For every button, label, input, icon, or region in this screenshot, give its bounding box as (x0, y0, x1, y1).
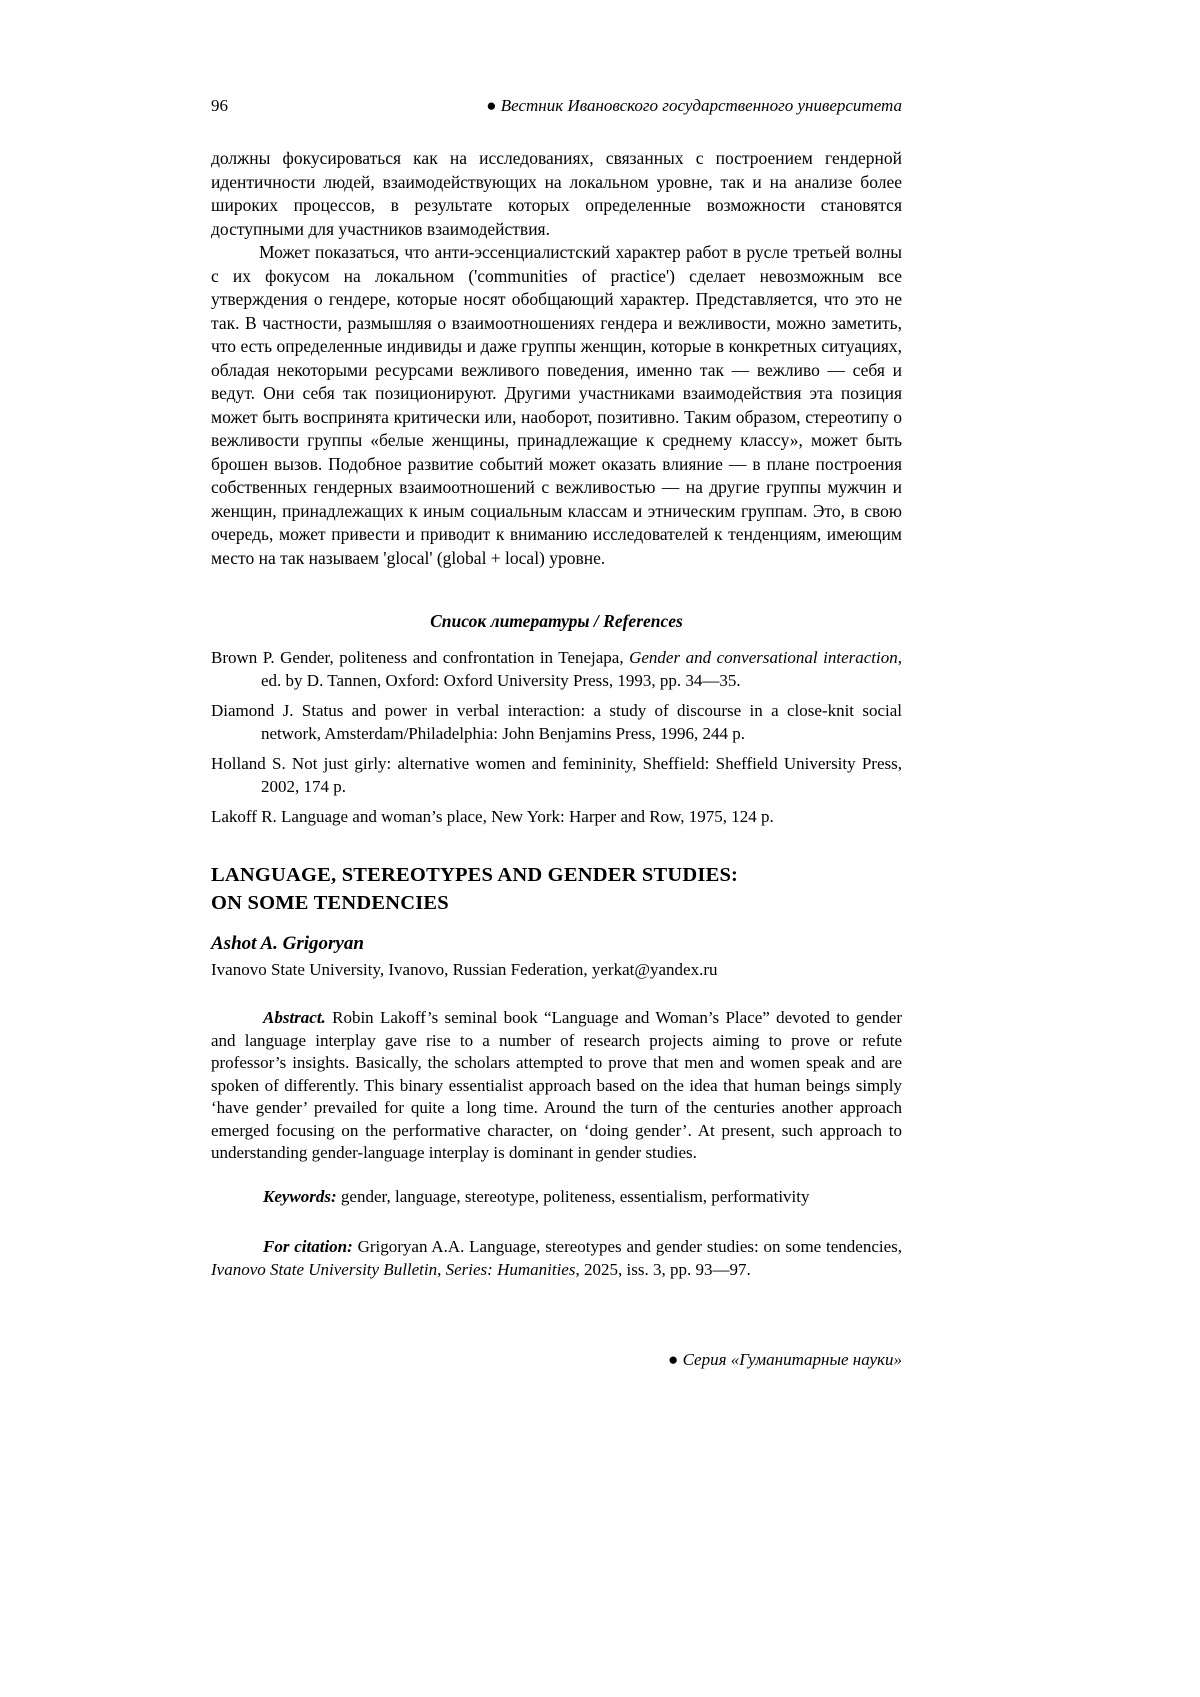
citation-text: Grigoryan A.A. Language, stereotypes and gender studies: on some tendencies, (357, 1237, 903, 1256)
abstract (211, 1007, 902, 1165)
body-paragraph: Может показаться, что анти-эссенциалистский характер работ в русле третьей волны с их фокусом на локальном ('communities of practice') сделает невозможным все утверждения о гендере, которые носят обобщающий характер. Представляется, что это не так. В частности, размышляя о взаимоотношениях гендера и вежливости, можно заметить, что есть определенные индивиды и даже группы женщин, которые в конкретных ситуациях, обладая некоторыми ресурсами вежливого поведения, именно так — вежливо — себя и ведут. Они себя так позиционируют. Другими участниками взаимодействия эта позиция может быть воспринята критически или, наоборот, позитивно. Таким образом, стереотипу о вежливости группы «белые женщины, принадлежащие к среднему классу», может быть брошен вызов. Подобное развитие событий может оказать влияние — в плане построения собственных гендерных взаимоотношений с вежливостью — на другие группы мужчин и женщин, принадлежащих к иным социальным классам и этническим группам. Это, в свою очередь, может привести и приводит к вниманию исследователей к тенденциям, имеющим место на так называем 'glocal' (global + local) уровне. (211, 242, 902, 568)
citation (211, 1236, 902, 1281)
reference-item (211, 752, 902, 798)
journal-title-running-head: ● Вестник Ивановского государственного университета (486, 96, 902, 115)
citation-journal-italic: Ivanovo State University Bulletin, Series: Humanities (211, 1259, 576, 1279)
keywords-text: gender, language, stereotype, politeness, essentialism, performativity (340, 1186, 810, 1206)
author-affiliation: Ivanovo State University, Ivanovo, Russian Federation, yerkat@yandex.ru (211, 960, 718, 979)
reference-text: , ed. by D. Tannen, Oxford: Oxford University Press, 1993, pp. 34—35. (261, 648, 902, 690)
references-list (211, 646, 902, 828)
reference-text: Lakoff R. Language and woman’s place, New York: Harper and Row, 1975, 124 p. (211, 807, 774, 826)
keywords (211, 1186, 902, 1209)
reference-italic-title: Gender and conversational interaction (629, 648, 898, 667)
article-title-line-2: ON SOME TENDENCIES (211, 892, 449, 914)
page-content (211, 96, 902, 1281)
reference-item (211, 805, 902, 828)
reference-text: Holland S. Not just girly: alternative women and femininity, Sheffield: Sheffield University Press, 2002, 174 p. (211, 754, 902, 796)
running-foot-series: ● Серия «Гуманитарные науки» (668, 1350, 902, 1369)
article-title (211, 861, 902, 917)
reference-text: Diamond J. Status and power in verbal interaction: a study of discourse in a close-knit social network, Amsterdam/Philadelphia: John Benjamins Press, 1996, 244 p. (211, 701, 902, 743)
reference-text: Brown P. Gender, politeness and confrontation in Tenejapa, (211, 648, 630, 667)
author-name: Ashot A. Grigoryan (211, 933, 364, 954)
body-paragraph-continuation: должны фокусироваться как на исследованиях, связанных с построением гендерной идентичности людей, взаимодействующих на локальном уровне, так и на анализе более широких процессов, в результате которых определенные возможности становятся доступными для участников взаимодействия. (211, 148, 902, 239)
abstract-text: Robin Lakoff’s seminal book “Language and Woman’s Place” devoted to gender and language interplay gave rise to a number of research projects aiming to prove or refute professor’s insights. Basically, the scholars attempted to prove that men and women speak and are spoken of differently. This binary essentialist approach based on the idea that human beings simply ‘have gender’ prevailed for quite a long time. Around the turn of the centuries another approach emerged focusing on the performative character, on ‘doing gender’. At present, such approach to understanding gender-language interplay is dominant in gender studies. (211, 1008, 903, 1162)
abstract-label: Abstract. (263, 1008, 326, 1027)
reference-item (211, 646, 902, 692)
keywords-label: Keywords: (263, 1186, 337, 1206)
citation-text: , 2025, iss. 3, pp. 93—97. (575, 1259, 751, 1279)
page-number: 96 (211, 96, 228, 115)
article-title-line-1: LANGUAGE, STEREOTYPES AND GENDER STUDIES: (211, 864, 739, 886)
citation-label: For citation: (263, 1237, 353, 1256)
running-head (211, 96, 902, 116)
references-heading: Список литературы / References (430, 611, 683, 631)
reference-item (211, 699, 902, 745)
